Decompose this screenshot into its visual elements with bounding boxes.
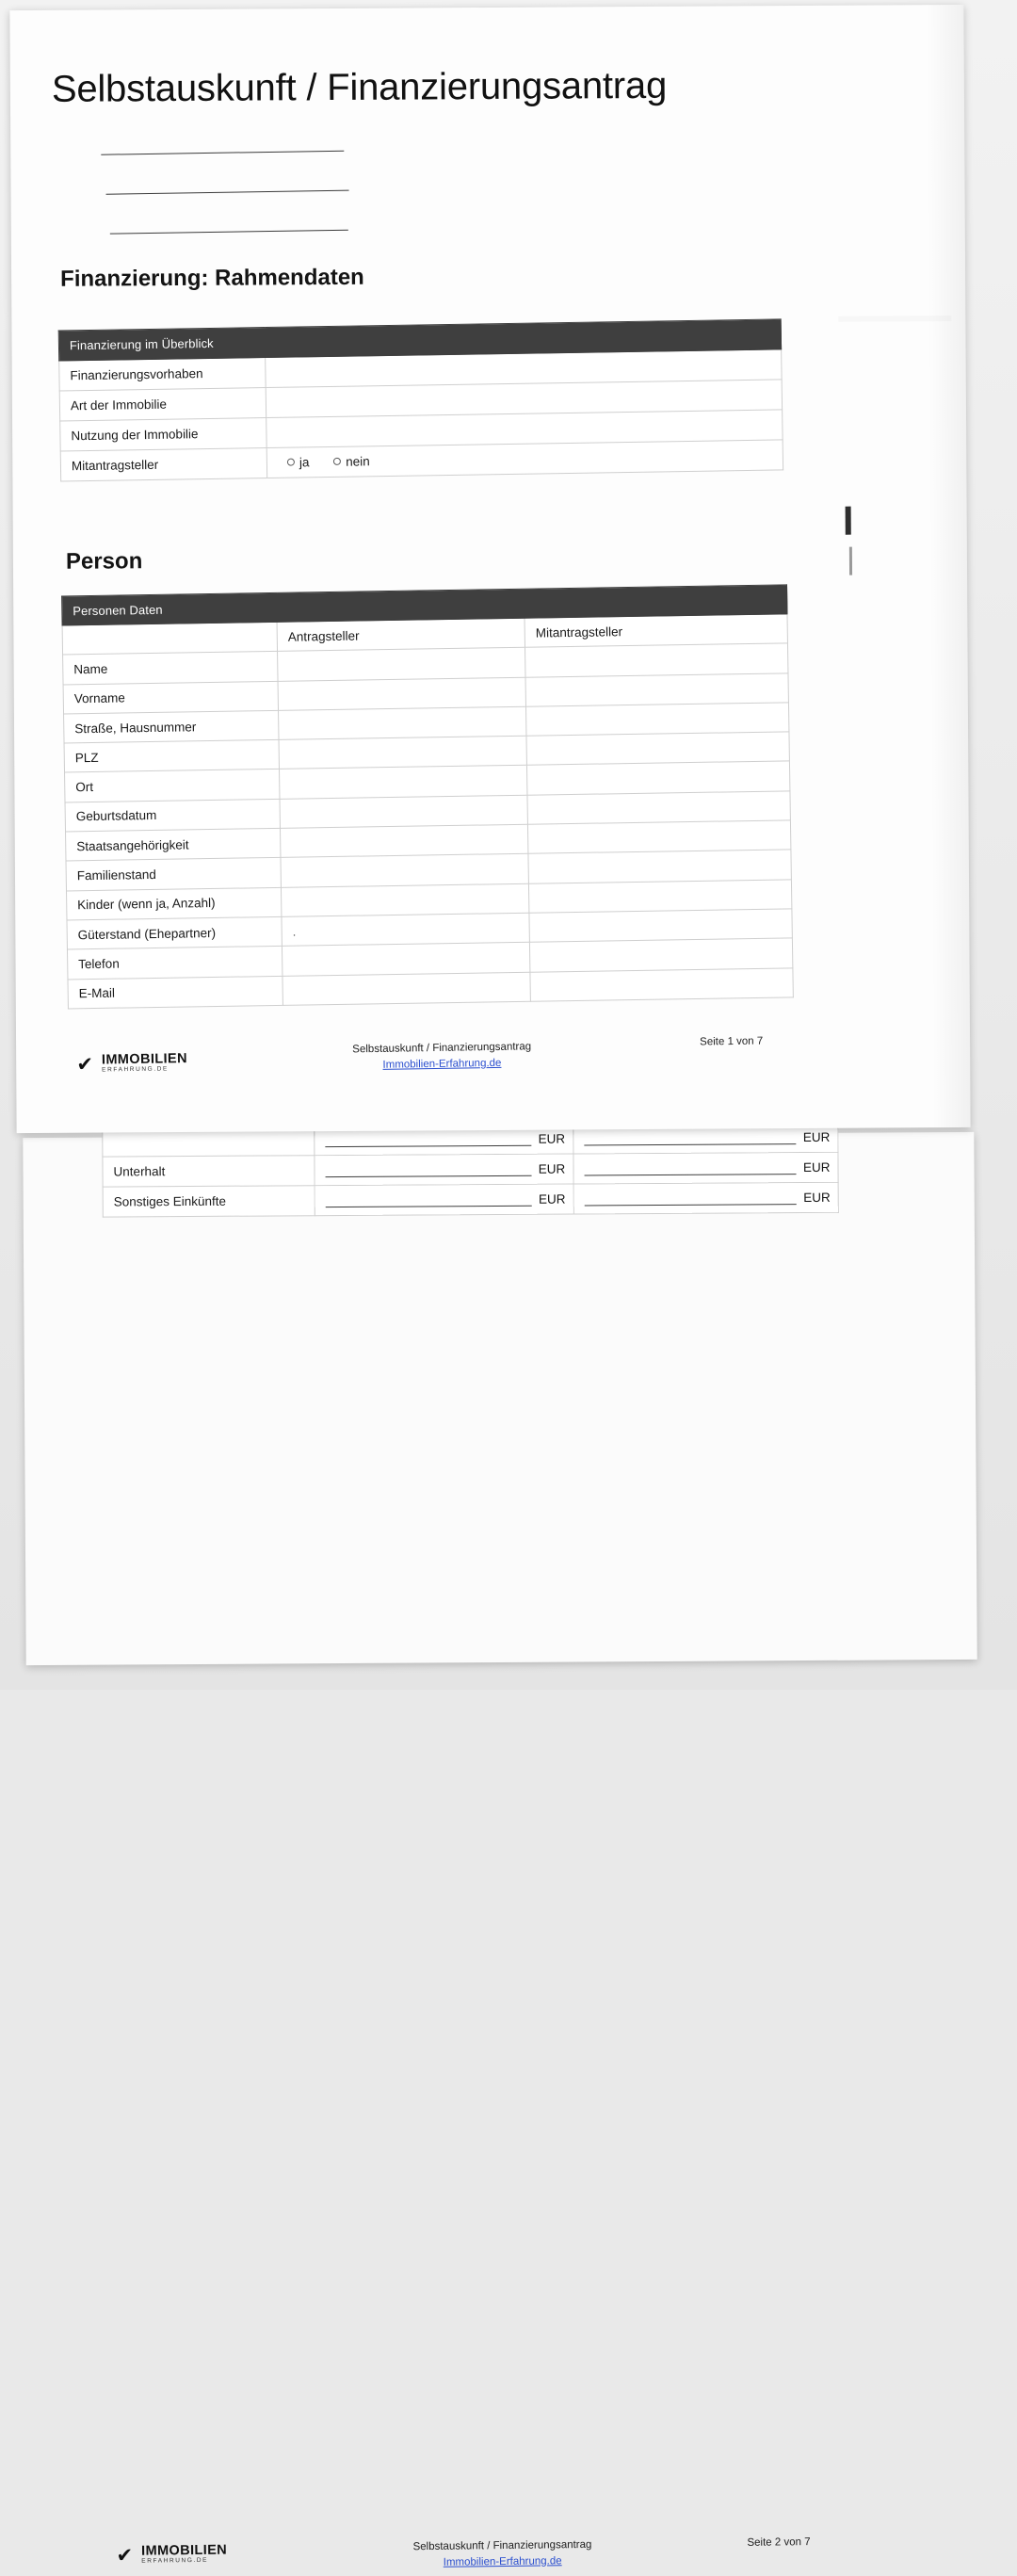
footer-website-link[interactable]: Immobilien-Erfahrung.de bbox=[382, 1057, 502, 1071]
input-cell-mitantragsteller[interactable] bbox=[527, 791, 790, 825]
logo-secondary-text: ERFAHRUNG.DE bbox=[102, 1065, 170, 1074]
input-cell-mitantragsteller[interactable] bbox=[525, 643, 788, 677]
row-label: Name bbox=[63, 652, 278, 685]
radio-option-ja[interactable] bbox=[287, 456, 310, 470]
row-label: Staatsangehörigkeit bbox=[66, 828, 281, 861]
column-header-antragsteller: Antragsteller bbox=[277, 619, 525, 652]
input-cell-mitantragsteller[interactable] bbox=[529, 909, 792, 943]
input-cell-mitantragsteller[interactable] bbox=[528, 880, 791, 914]
table-row bbox=[103, 1152, 838, 1187]
row-label: Straße, Hausnummer bbox=[64, 710, 279, 743]
row-label: Telefon bbox=[67, 947, 282, 980]
checkmark-icon: ✔ bbox=[76, 1053, 94, 1076]
column-header-empty bbox=[62, 623, 277, 656]
row-label: Nutzung der Immobilie bbox=[60, 418, 266, 451]
logo-secondary-text: ERFAHRUNG.DE bbox=[141, 2557, 209, 2565]
radio-label: nein bbox=[346, 454, 370, 469]
scan-artifact-edge bbox=[838, 316, 951, 322]
footer-center-block bbox=[342, 2536, 662, 2571]
input-cell-antragsteller[interactable] bbox=[279, 736, 526, 769]
row-label: Finanzierungsvorhaben bbox=[59, 358, 266, 391]
row-label: Sonstiges Einkünfte bbox=[103, 1186, 315, 1217]
personen-daten-table bbox=[61, 584, 794, 1009]
input-cell-antragsteller[interactable] bbox=[278, 648, 525, 681]
radio-option-nein[interactable] bbox=[333, 455, 370, 470]
amount-cell-antragsteller[interactable] bbox=[315, 1184, 573, 1216]
checkmark-icon: ✔ bbox=[116, 2544, 134, 2567]
page-number-label: Seite 1 von 7 bbox=[700, 1035, 764, 1048]
input-cell-antragsteller[interactable] bbox=[279, 706, 526, 739]
input-cell-antragsteller[interactable]: . bbox=[282, 913, 529, 946]
row-label: Güterstand (Ehepartner) bbox=[67, 916, 282, 949]
row-label: Geburtsdatum bbox=[65, 799, 280, 832]
input-cell-antragsteller[interactable] bbox=[278, 677, 525, 710]
column-header-mitantragsteller: Mitantragsteller bbox=[525, 614, 787, 647]
row-label: E-Mail bbox=[68, 976, 282, 1009]
input-cell-mitantragsteller[interactable] bbox=[528, 850, 791, 883]
logo-primary-text: IMMOBILIEN bbox=[101, 1051, 188, 1068]
row-label: Ort bbox=[65, 770, 280, 802]
input-cell-mitantragsteller[interactable] bbox=[530, 967, 793, 1001]
write-line bbox=[584, 1130, 797, 1145]
radio-circle-icon bbox=[333, 458, 341, 465]
currency-label: EUR bbox=[538, 1131, 566, 1146]
scan-artifact-line bbox=[849, 547, 852, 575]
input-cell-mitantragsteller[interactable] bbox=[529, 938, 792, 972]
row-label: Mitantragsteller bbox=[60, 448, 266, 481]
page-title: Selbstauskunft / Finanzierungsantrag bbox=[51, 64, 668, 110]
amount-cell-mitantragsteller[interactable] bbox=[573, 1152, 838, 1184]
input-cell-antragsteller[interactable] bbox=[282, 942, 529, 975]
page1-footer bbox=[16, 1032, 970, 1076]
band-label: Personen Daten bbox=[62, 585, 787, 625]
input-cell-antragsteller[interactable] bbox=[280, 824, 527, 857]
amount-cell-mitantragsteller[interactable] bbox=[573, 1182, 838, 1214]
row-label: Kinder (wenn ja, Anzahl) bbox=[66, 887, 281, 920]
signature-line-3 bbox=[110, 230, 348, 235]
document-page-1 bbox=[9, 5, 970, 1133]
page2-footer bbox=[31, 2535, 982, 2568]
input-cell-antragsteller[interactable] bbox=[281, 883, 528, 916]
row-label: Familienstand bbox=[66, 858, 281, 891]
currency-label: EUR bbox=[538, 1161, 566, 1176]
band-label: Finanzierung im Überblick bbox=[58, 319, 781, 361]
section-heading-finanzierung: Finanzierung: Rahmendaten bbox=[60, 264, 364, 292]
input-cell-antragsteller[interactable] bbox=[281, 854, 528, 887]
finanzierung-overview-table bbox=[58, 318, 783, 481]
radio-circle-icon bbox=[287, 458, 295, 465]
logo-immobilien-erfahrung bbox=[116, 2544, 227, 2566]
input-cell-mitantragsteller[interactable] bbox=[527, 820, 790, 854]
input-cell-mitantragsteller[interactable] bbox=[525, 703, 788, 737]
radio-label: ja bbox=[299, 455, 310, 470]
footer-center-block bbox=[282, 1038, 602, 1075]
signature-line-2 bbox=[106, 190, 349, 195]
logo-primary-text: IMMOBILIEN bbox=[141, 2542, 228, 2559]
currency-label: EUR bbox=[803, 1190, 831, 1206]
input-cell-antragsteller[interactable] bbox=[280, 795, 527, 828]
input-cell-antragsteller[interactable] bbox=[282, 972, 530, 1005]
scan-artifact-mark bbox=[846, 507, 851, 535]
currency-label: EUR bbox=[802, 1159, 831, 1175]
row-label: Vorname bbox=[63, 681, 278, 714]
input-cell-mitantragsteller[interactable] bbox=[526, 732, 789, 766]
signature-line-1 bbox=[101, 151, 344, 155]
footer-document-title: Selbstauskunft / Finanzierungsantrag bbox=[412, 2538, 592, 2553]
document-page-2 bbox=[23, 1129, 977, 2568]
footer-website-link[interactable]: Immobilien-Erfahrung.de bbox=[443, 2554, 562, 2568]
currency-label: EUR bbox=[802, 1129, 831, 1145]
currency-label: EUR bbox=[538, 1191, 566, 1207]
row-label: PLZ bbox=[64, 740, 279, 773]
write-line bbox=[325, 1132, 532, 1147]
write-line bbox=[325, 1162, 532, 1177]
footer-document-title: Selbstauskunft / Finanzierungsantrag bbox=[352, 1041, 532, 1056]
write-line bbox=[584, 1160, 797, 1175]
write-line bbox=[325, 1192, 532, 1207]
input-cell-mitantragsteller[interactable] bbox=[525, 672, 788, 706]
page-number-label: Seite 2 von 7 bbox=[747, 2536, 811, 2549]
row-label: Art der Immobilie bbox=[59, 388, 266, 421]
input-cell-mitantragsteller[interactable] bbox=[526, 761, 789, 795]
write-line bbox=[584, 1191, 797, 1206]
section-heading-person: Person bbox=[65, 548, 143, 575]
table-row bbox=[103, 1182, 838, 1217]
income-table-page2 bbox=[102, 1122, 839, 1218]
amount-cell-antragsteller[interactable] bbox=[314, 1154, 573, 1186]
logo-immobilien-erfahrung bbox=[76, 1052, 187, 1075]
row-label: Unterhalt bbox=[103, 1156, 315, 1187]
input-cell-antragsteller[interactable] bbox=[280, 766, 527, 799]
